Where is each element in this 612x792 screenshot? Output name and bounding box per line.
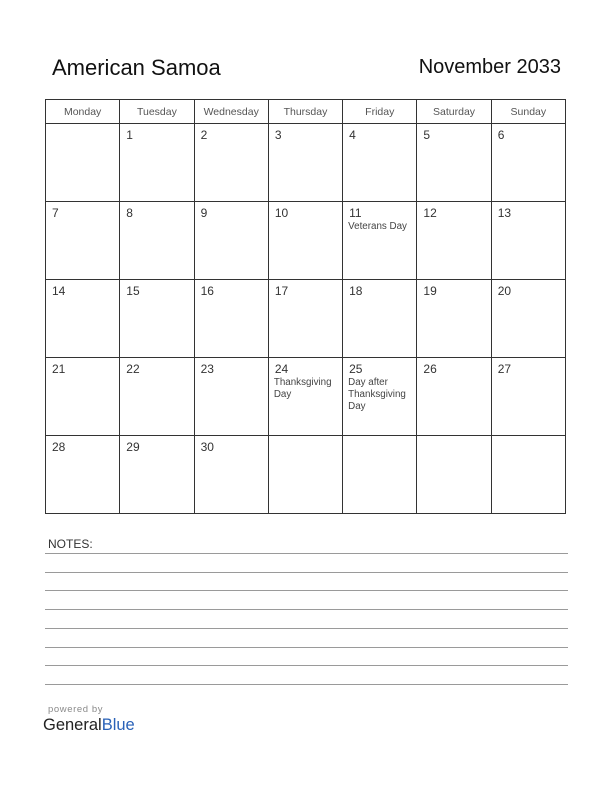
day-number: 20	[497, 284, 512, 298]
day-cell	[491, 436, 565, 514]
holiday-label: Thanksgiving Day	[273, 377, 332, 400]
day-cell	[194, 202, 268, 280]
day-cell	[46, 202, 120, 280]
week-row	[46, 436, 566, 514]
day-number: 25	[349, 362, 363, 376]
day-number: 29	[126, 440, 140, 454]
note-line	[45, 647, 568, 648]
day-cell	[491, 358, 565, 436]
day-cell	[268, 358, 342, 436]
brand-name-part2: Blue	[101, 716, 135, 734]
day-number: 23	[200, 362, 214, 376]
day-number: 28	[52, 440, 66, 454]
day-cell	[417, 280, 491, 358]
notes-label: NOTES:	[48, 537, 93, 551]
day-number: 10	[274, 206, 289, 220]
week-row	[46, 280, 566, 358]
day-number: 3	[274, 128, 282, 142]
day-cell	[343, 358, 417, 436]
day-cell	[46, 436, 120, 514]
weekday-header-row	[46, 100, 566, 124]
weekday-header: Friday	[343, 100, 417, 124]
day-cell	[120, 280, 194, 358]
day-number: 2	[200, 128, 208, 142]
month-year-title: November 2033	[418, 56, 561, 78]
day-cell	[46, 280, 120, 358]
calendar-grid	[45, 99, 566, 514]
weekday-header: Monday	[46, 100, 120, 124]
weekday-header: Wednesday	[194, 100, 268, 124]
day-cell	[46, 124, 120, 202]
day-cell	[343, 436, 417, 514]
day-number: 16	[200, 284, 214, 298]
day-cell	[268, 280, 342, 358]
day-number: 27	[497, 362, 512, 376]
day-number: 21	[52, 362, 66, 376]
weekday-header: Sunday	[491, 100, 565, 124]
day-number: 24	[274, 362, 289, 376]
brand-name-part1: General	[43, 716, 102, 734]
day-cell	[417, 358, 491, 436]
holiday-label: Veterans Day	[348, 221, 407, 232]
day-number: 22	[126, 362, 140, 376]
generalblue-logo	[43, 716, 135, 735]
day-number: 9	[200, 206, 208, 220]
day-cell	[268, 124, 342, 202]
day-cell	[268, 436, 342, 514]
holiday-label: Day after Thanksgiving Day	[348, 377, 406, 412]
note-line	[45, 628, 568, 629]
day-cell	[417, 436, 491, 514]
weekday-header: Saturday	[417, 100, 491, 124]
day-cell	[194, 124, 268, 202]
day-cell	[343, 202, 417, 280]
day-number: 1	[126, 128, 133, 142]
day-cell	[120, 436, 194, 514]
day-number: 17	[274, 284, 289, 298]
day-cell	[46, 358, 120, 436]
day-number: 4	[349, 128, 356, 142]
day-cell	[194, 280, 268, 358]
country-title: American Samoa	[52, 55, 221, 80]
week-row	[46, 124, 566, 202]
note-line	[45, 684, 568, 685]
day-cell	[417, 124, 491, 202]
day-cell	[268, 202, 342, 280]
day-cell	[491, 202, 565, 280]
day-cell	[343, 124, 417, 202]
day-number: 12	[423, 206, 437, 220]
day-number: 26	[423, 362, 437, 376]
day-number: 8	[126, 206, 133, 220]
day-number: 15	[126, 284, 140, 298]
day-number: 30	[200, 440, 214, 454]
note-line	[45, 553, 568, 554]
note-line	[45, 572, 568, 573]
day-cell	[120, 358, 194, 436]
powered-by-text: powered by	[48, 704, 104, 715]
day-cell	[491, 280, 565, 358]
day-number: 18	[349, 284, 363, 298]
day-cell	[343, 280, 417, 358]
day-cell	[120, 202, 194, 280]
day-cell	[417, 202, 491, 280]
day-cell	[194, 436, 268, 514]
weekday-header: Tuesday	[120, 100, 194, 124]
day-number: 13	[497, 206, 512, 220]
week-row	[46, 202, 566, 280]
day-number: 6	[497, 128, 505, 142]
note-line	[45, 609, 568, 610]
day-number: 11	[349, 206, 362, 220]
day-cell	[120, 124, 194, 202]
note-line	[45, 665, 568, 666]
weekday-header: Thursday	[268, 100, 342, 124]
day-cell	[194, 358, 268, 436]
note-line	[45, 590, 568, 591]
week-row	[46, 358, 566, 436]
day-number: 19	[423, 284, 437, 298]
day-number: 5	[423, 128, 431, 142]
day-number: 14	[52, 284, 66, 298]
day-cell	[491, 124, 565, 202]
day-number: 7	[52, 206, 59, 220]
